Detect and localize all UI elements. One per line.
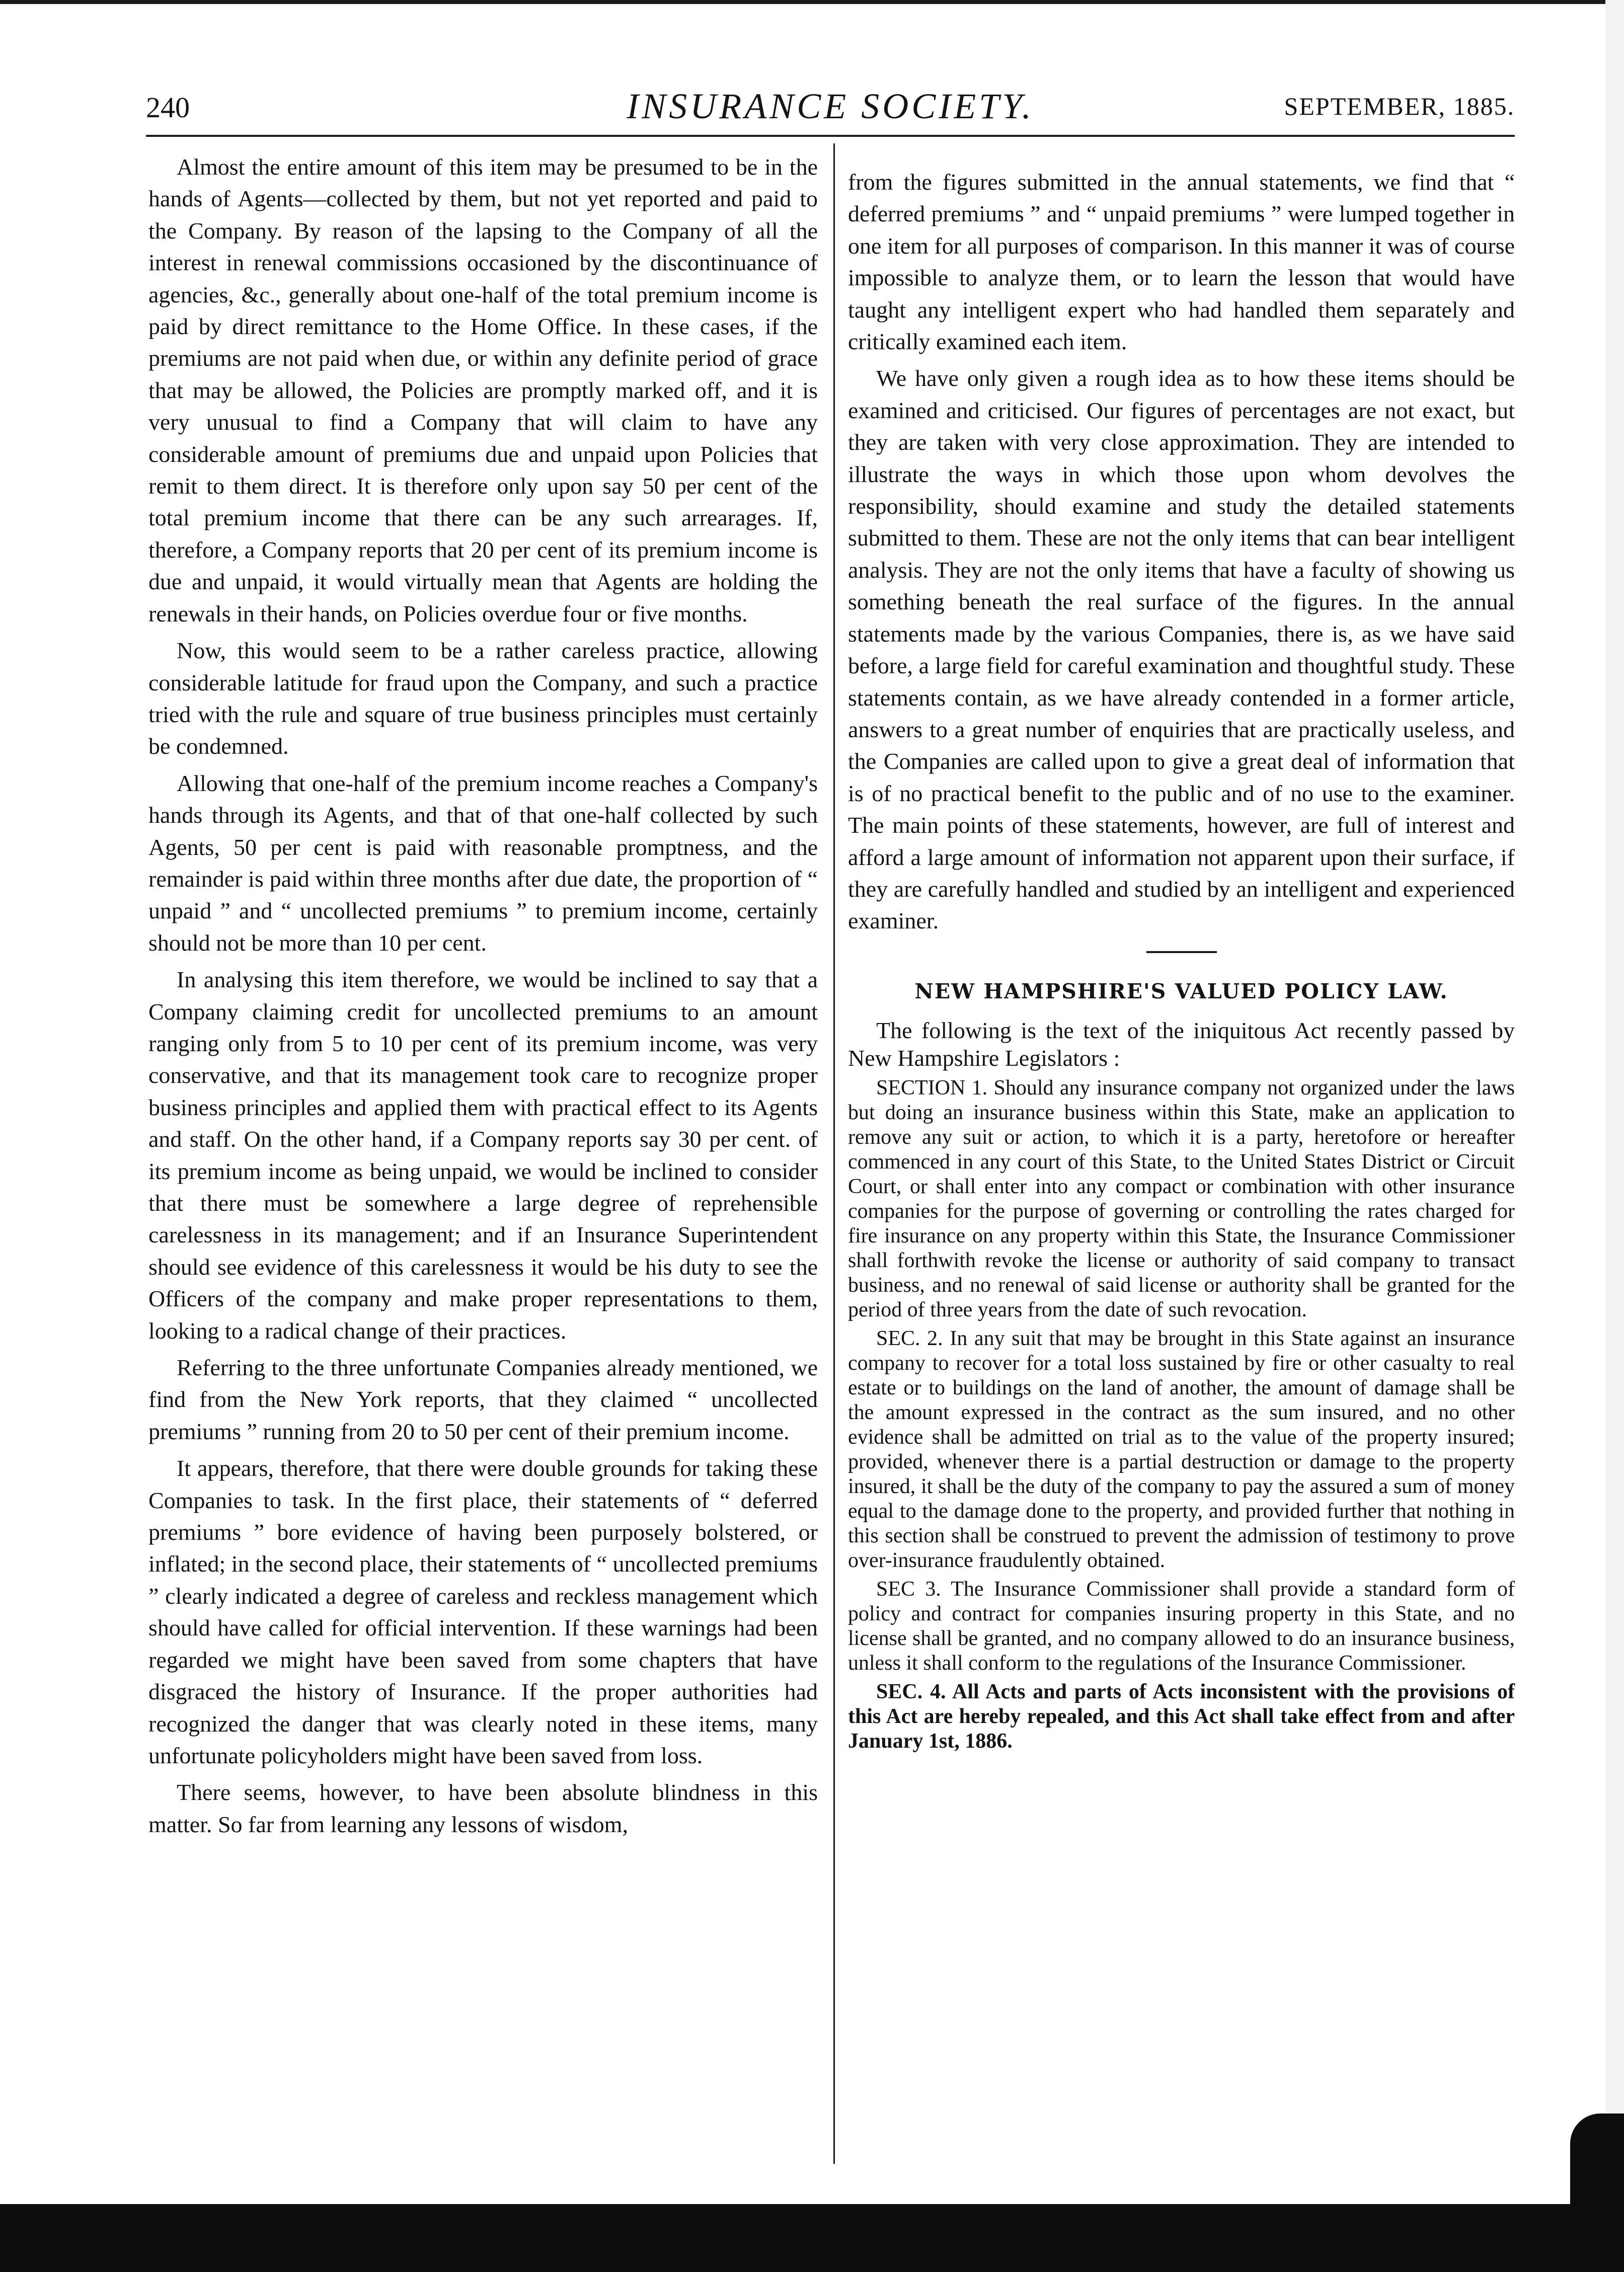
act-section (848, 1577, 1515, 1676)
section-text: Should any insurance company not organized under the laws but doing an insurance business within this State, make an application to remove any suit or action, to which it is a party, heretofore or hereafter commenced in any court of this State, to the United States District or Circuit Court, or shall enter into any compact or combination with other insurance companies for the purpose of governing or controlling the rates charged for fire insurance on any property within this State, the Insurance Commissioner shall forthwith revoke the license or authority of said company to transact business, and no renewal of said license or authority shall be granted for the period of three years from the date of such revocation. (848, 1076, 1515, 1321)
right-column (848, 166, 1515, 1758)
page-edge-shadow (1605, 0, 1624, 2113)
column-divider (833, 143, 835, 2164)
page-number: 240 (146, 91, 190, 124)
section-label: SEC. 4. (876, 1680, 946, 1703)
top-edge-rule (0, 0, 1624, 4)
section-text: All Acts and parts of Acts inconsistent with the provisions of this Act are hereby repealed, and this Act shall take effect from and after January 1st, 1886. (848, 1680, 1515, 1753)
act-section (848, 1076, 1515, 1322)
section-divider (1146, 951, 1217, 953)
body-paragraph: In analysing this item therefore, we would be inclined to say that a Company claiming credit for uncollected premiums to an amount ranging only from 5 to 10 per cent of its premium income, was very conservative, and that its management took care to recognize proper business principles and applied them with practical effect to its Agents and staff. On the other hand, if a Company reports say 30 per cent. of its premium income as being unpaid, we would be inclined to consider that there must be somewhere a large degree of reprehensible carelessness in its management; and if an Insurance Superintendent should see evidence of this carelessness it would be his duty to see the Officers of the company and make proper representations to them, looking to a radical change of their practices. (148, 967, 818, 1344)
body-paragraph: from the figures submitted in the annual statements, we find that “ deferred premiums ” and “ unpaid premiums ” were lumped together in one item for all purposes of comparison. In this manner it was of course impossible to analyze them, or to learn the lesson that would have taught any intelligent expert who had handled them separately and critically examined each item. (848, 169, 1515, 355)
scan-border-bottom (0, 2204, 1624, 2272)
act-section (848, 1326, 1515, 1573)
scan-border-corner (1570, 2113, 1624, 2204)
body-paragraph: There seems, however, to have been absolute blindness in this matter. So far from learning any lessons of wisdom, (148, 1779, 818, 1837)
section-label: SECTION 1. (876, 1076, 988, 1100)
act-section (848, 1680, 1515, 1754)
section-label: SEC. 2. (876, 1326, 943, 1350)
journal-title: INSURANCE SOCIETY. (627, 86, 1034, 126)
page-header (146, 86, 1515, 131)
section-text: In any suit that may be brought in this State against an insurance company to recover for a total loss sustained by fire or other casualty to real estate or to buildings on the land of another, the amount of damage shall be the amount expressed in the contract as the sum insured, and no other evidence shall be admitted on trial as to the value of the property insured; provided, whenever there is a partial destruction or damage to the property insured, it shall be the duty of the company to pay the assured a sum of money equal to the damage done to the property, and provided further that nothing in this section shall be construed to prevent the admission of testimony to prove over-insurance fraudulently obtained. (848, 1326, 1515, 1572)
body-paragraph: Referring to the three unfortunate Companies already mentioned, we find from the New York reports, that they claimed “ uncollected premiums ” running from 20 to 50 per cent of their premium income. (148, 1355, 818, 1444)
body-paragraph: We have only given a rough idea as to how these items should be examined and criticised. Our figures of percentages are not exact, but they are taken with very close approximation. They are intended to illustrate the ways in which those upon whom devolves the responsibility, should examine and study the detailed statements submitted to them. These are not the only items that can bear intelligent analysis. They are not the only items that have a faculty of showing us something beneath the real surface of the figures. In the annual statements made by the various Companies, there is, as we have said before, a large field for careful examination and thoughtful study. These statements contain, as we have already contended in a former article, answers to a great number of enquiries that are practically useless, and the Companies are called upon to give a great deal of information that is of no practical benefit to the public and of no use to the examiner. The main points of these statements, however, are full of interest and afford a large amount of information not apparent upon their surface, if they are carefully handled and studied by an intelligent and experienced examiner. (848, 365, 1515, 934)
body-paragraph: Now, this would seem to be a rather careless practice, allowing considerable latitude for fraud upon the Company, and such a practice tried with the rule and square of true business principles must certainly be condemned. (148, 638, 818, 759)
body-paragraph: It appears, therefore, that there were double grounds for taking these Companies to task. In the first place, their statements of “ deferred premiums ” bore evidence of having been purposely bolstered, or inflated; in the second place, their statements of “ uncollected premiums ” clearly indicated a degree of careless and reckless management which should have called for official intervention. If these warnings had been regarded we might have been saved from some chapters that have disgraced the history of Insurance. If the proper authorities had recognized the danger that was clearly noted in these items, many unfortunate policyholders might have been saved from loss. (148, 1455, 818, 1768)
header-rule (146, 135, 1515, 137)
act-intro: The following is the text of the iniquitous Act recently passed by New Hampshire Legislators : (848, 1017, 1515, 1071)
act-text (848, 1016, 1515, 1754)
body-paragraph: Almost the entire amount of this item may be presumed to be in the hands of Agents—collected by them, but not yet reported and paid to the Company. By reason of the lapsing to the Company of all the interest in renewal commissions occasioned by the discontinuance of agencies, &c., generally about one-half of the total premium income is paid by direct remittance to the Home Office. In these cases, if the premiums are not paid when due, or within any definite period of grace that may be allowed, the Policies are promptly marked off, and it is very unusual to find a Company that will claim to have any considerable amount of premiums due and unpaid upon Policies that remit to them direct. It is therefore only upon say 50 per cent of the total premium income that there can be any such arrearages. If, therefore, a Company reports that 20 per cent of its premium income is due and unpaid, it would virtually mean that Agents are holding the renewals in their hands, on Policies overdue four or five months. (148, 154, 818, 626)
article-heading: NEW HAMPSHIRE'S VALUED POLICY LAW. (914, 979, 1448, 1003)
section-text: The Insurance Commissioner shall provide a standard form of policy and contract for companies insuring property in this State, and no license shall be granted, and no company allowed to do an insurance business, unless it shall conform to the regulations of the Insurance Commissioner. (848, 1577, 1515, 1675)
issue-date: SEPTEMBER, 1885. (1284, 92, 1515, 120)
body-paragraph: Allowing that one-half of the premium income reaches a Company's hands through its Agents, and that of that one-half collected by such Agents, 50 per cent is paid with reasonable promptness, and the remainder is paid within three months after due date, the proportion of “ unpaid ” and “ uncollected premiums ” to premium income, certainly should not be more than 10 per cent. (148, 770, 818, 956)
section-label: SEC 3. (876, 1577, 941, 1601)
left-column (148, 151, 818, 1845)
